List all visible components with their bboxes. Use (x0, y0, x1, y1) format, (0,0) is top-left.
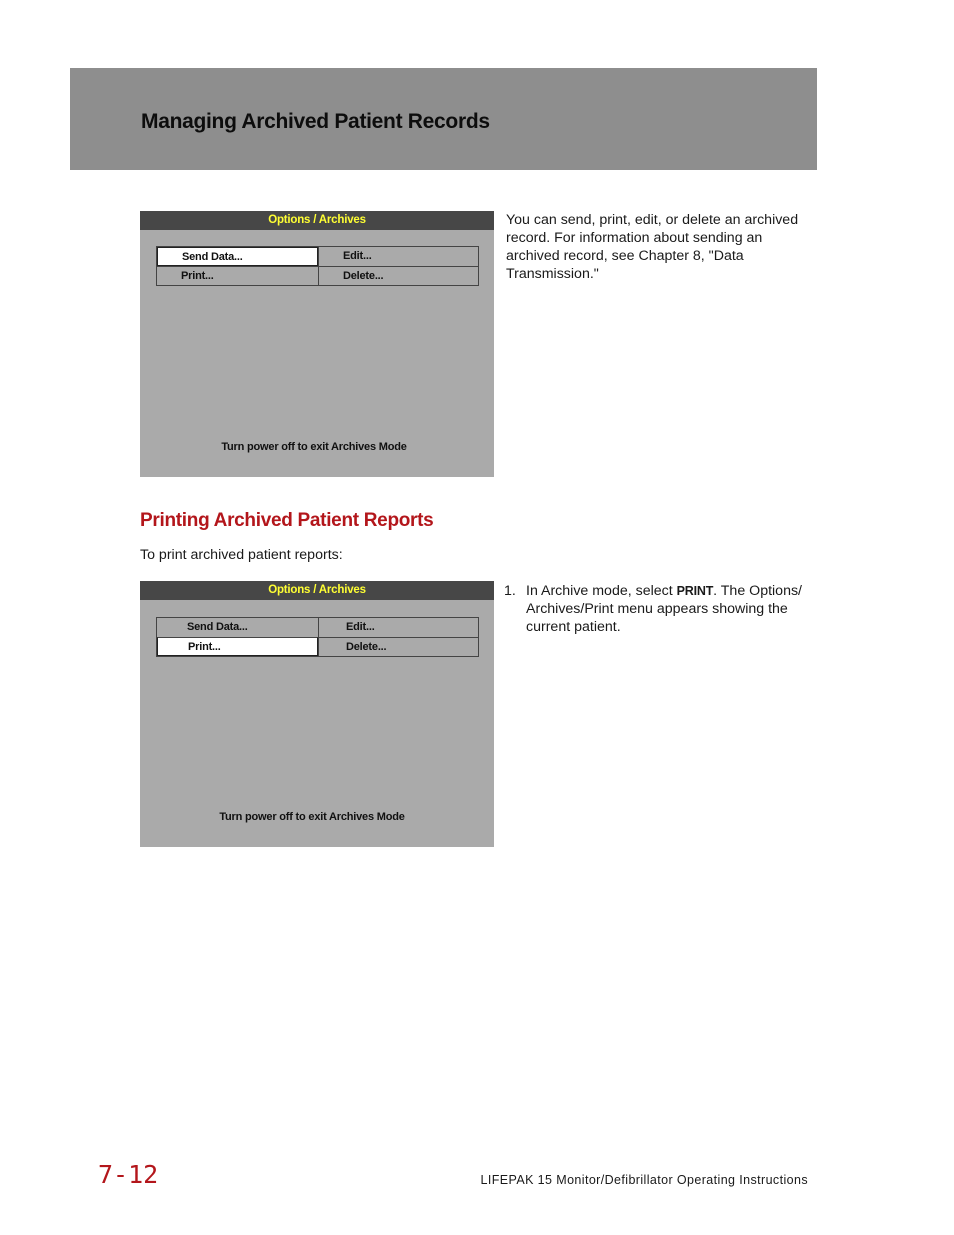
screen-footer-message: Turn power off to exit Archives Mode (221, 441, 407, 453)
menu-item-label: Print... (188, 641, 221, 653)
screen-title: Options / Archives (140, 211, 494, 230)
page-number: 7-12 (98, 1160, 159, 1189)
menu-item-label: Edit... (343, 250, 372, 262)
step-text-after: . The Options/ Archives/Print menu appears showing the current patient. (526, 583, 802, 635)
step-text (526, 582, 816, 636)
menu-item-send-data[interactable] (157, 618, 318, 637)
menu-item-delete[interactable] (318, 637, 479, 656)
menu-item-label: Send Data... (182, 251, 243, 263)
archives-screen-2 (140, 581, 494, 847)
document-title: LIFEPAK 15 Monitor/Defibrillator Operating Instructions (480, 1173, 808, 1187)
menu-item-send-data[interactable] (157, 247, 318, 266)
archives-screen-1 (140, 211, 494, 477)
archives-menu (156, 246, 479, 286)
page-title: Managing Archived Patient Records (141, 110, 490, 133)
step-text-before: In Archive mode, select (526, 583, 677, 599)
menu-item-print[interactable] (157, 266, 318, 285)
screen-footer-message: Turn power off to exit Archives Mode (219, 811, 405, 823)
print-keyword: PRINT (676, 584, 714, 598)
step-number: 1. (504, 583, 516, 599)
menu-item-label: Delete... (346, 641, 387, 653)
intro-paragraph: You can send, print, edit, or delete an archived record. For information about sending an archived record, see Chapter 8, "Data Transmission." (506, 212, 799, 282)
screen-title: Options / Archives (140, 581, 494, 600)
menu-item-label: Delete... (343, 270, 384, 282)
menu-item-edit[interactable] (318, 247, 479, 266)
menu-item-edit[interactable] (318, 618, 479, 637)
menu-item-label: Print... (181, 270, 214, 282)
menu-item-print[interactable] (157, 637, 318, 656)
menu-item-delete[interactable] (318, 266, 479, 285)
section-heading: Printing Archived Patient Reports (140, 510, 434, 531)
archives-menu (156, 617, 479, 657)
menu-item-label: Send Data... (187, 621, 248, 633)
section-lead: To print archived patient reports: (140, 547, 343, 563)
menu-item-label: Edit... (346, 621, 375, 633)
